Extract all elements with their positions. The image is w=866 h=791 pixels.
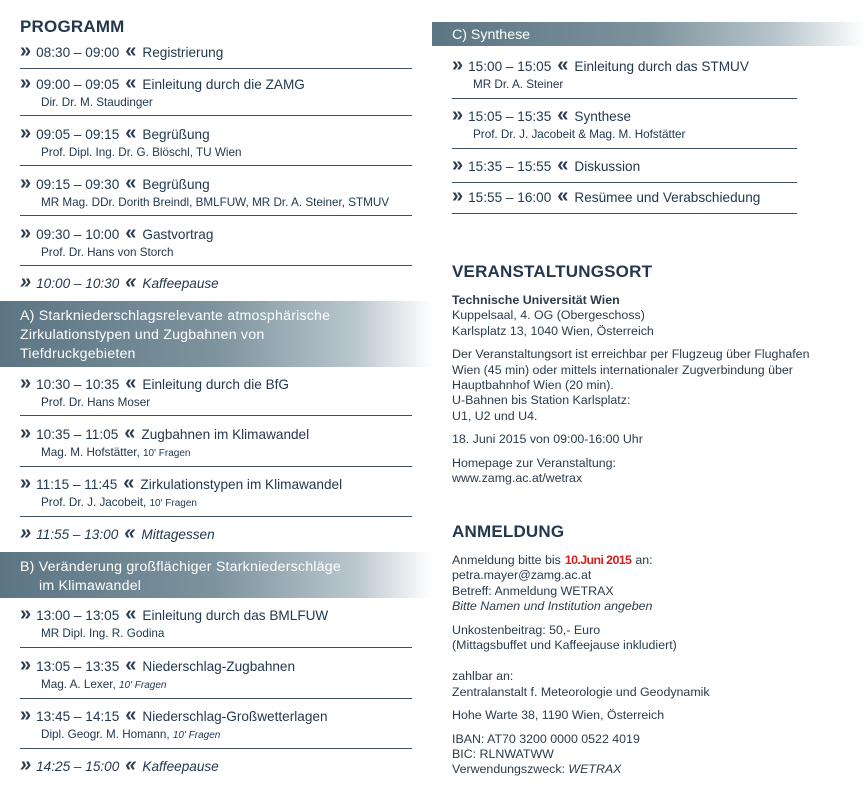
program-item	[20, 72, 412, 116]
item-time: 10:35 – 11:05	[36, 427, 119, 442]
item-time: 13:00 – 13:05	[36, 608, 120, 623]
registration-deadline: 10.Juni 2015	[564, 553, 632, 567]
item-title: Begrüßung	[142, 177, 210, 192]
item-title: Begrüßung	[142, 127, 210, 142]
program-item: » 13:45 – 14:15 « Niederschlag-Großwetterlagen Dipl. Geogr. M. Homann, 10' Fragen	[20, 708, 412, 749]
registration-subject-hint: Bitte Namen und Institution angeben	[452, 599, 653, 614]
item-time: 14:25 – 15:00	[36, 759, 120, 774]
open-quote-icon: »	[20, 754, 32, 776]
venue-access-line: U1, U2 und U4.	[452, 408, 538, 423]
program-item	[20, 172, 412, 216]
info-column	[432, 0, 866, 791]
program-item	[20, 372, 412, 416]
item-speaker: Dipl. Geogr. M. Homann	[41, 728, 167, 741]
registration-heading: ANMELDUNG	[452, 522, 565, 541]
open-quote-icon: »	[20, 271, 32, 293]
item-time: 09:15 – 09:30	[36, 177, 120, 192]
open-quote-icon: »	[20, 372, 32, 394]
item-note: 10' Fragen	[149, 498, 197, 509]
item-title: Registrierung	[142, 45, 224, 60]
close-quote-icon: «	[125, 72, 137, 94]
section-c-header: C) Synthese	[432, 22, 866, 46]
open-quote-icon: »	[452, 185, 464, 207]
close-quote-icon: «	[125, 40, 137, 62]
item-speaker: Dir. Dr. M. Staudinger	[41, 96, 153, 109]
item-note: 10' Fragen	[142, 448, 191, 459]
item-speaker: MR Mag. DDr. Dorith Breindl, BMLFUW, MR Dr. A. Steiner, STMUV	[41, 196, 390, 209]
open-quote-icon: »	[452, 104, 464, 126]
item-title: Einleitung durch das STMUV	[574, 59, 749, 74]
item-title: Gastvortrag	[142, 227, 214, 242]
payee-name: Zentralanstalt f. Meteorologie und Geodynamik	[452, 684, 710, 699]
item-time: 11:15 – 11:45	[36, 477, 118, 492]
item-speaker: Prof. Dr. J. Jacobeit & Mag. M. Hofstätter	[473, 128, 686, 141]
close-quote-icon: «	[125, 172, 137, 194]
program-item: » 10:35 – 11:05 « Zugbahnen im Klimawandel Mag. M. Hofstätter, 10' Fragen	[20, 426, 412, 467]
close-quote-icon: «	[124, 522, 136, 544]
section-b-title-line1: B) Veränderung großflächiger Starkniederschläge	[20, 559, 341, 575]
item-title: Zugbahnen im Klimawandel	[141, 427, 310, 442]
item-title: Einleitung durch die ZAMG	[142, 77, 305, 92]
item-title: Kaffeepause	[142, 759, 219, 774]
item-time: 13:45 – 14:15	[36, 709, 120, 724]
event-date: 18. Juni 2015 von 09:00-16:00 Uhr	[452, 432, 643, 447]
close-quote-icon: «	[557, 104, 569, 126]
item-title: Synthese	[574, 109, 632, 124]
item-speaker: Prof. Dipl. Ing. Dr. G. Blöschl, TU Wien	[41, 146, 242, 159]
item-time: 15:55 – 16:00	[468, 190, 552, 205]
homepage-url[interactable]: www.zamg.ac.at/wetrax	[452, 471, 583, 486]
close-quote-icon: «	[125, 122, 137, 144]
item-time: 13:05 – 13:35	[36, 659, 120, 674]
open-quote-icon: »	[452, 54, 464, 76]
item-title: Einleitung durch das BMLFUW	[142, 608, 329, 623]
item-title: Einleitung durch die BfG	[142, 377, 290, 392]
open-quote-icon: »	[20, 522, 32, 544]
venue-access-line: Hauptbahnhof Wien (20 min).	[452, 378, 614, 393]
program-item	[20, 222, 412, 266]
item-note: 10' Fragen	[172, 730, 221, 741]
item-title: Kaffeepause	[142, 276, 219, 291]
close-quote-icon: «	[557, 54, 569, 76]
bic: BIC: RLNWATWW	[452, 747, 554, 762]
item-speaker: Prof. Dr. J. Jacobeit	[41, 496, 143, 509]
venue-address: Karlsplatz 13, 1040 Wien, Österreich	[452, 323, 654, 338]
section-b-title-line2: im Klimawandel	[39, 578, 142, 594]
registration-fee-note: (Mittagsbuffet und Kaffeejause inkludiert)	[452, 638, 677, 653]
registration-fee: Unkostenbeitrag: 50,- Euro	[452, 622, 601, 637]
registration-request-suffix: an:	[635, 553, 653, 567]
iban: IBAN: AT70 3200 0000 0522 4019	[452, 731, 640, 746]
program-item	[452, 185, 797, 214]
item-speaker: Mag. A. Lexer	[41, 678, 113, 691]
item-speaker: Mag. M. Hofstätter	[41, 446, 137, 459]
item-title: Resümee und Verabschiedung	[574, 190, 761, 205]
item-time: 09:30 – 10:00	[36, 227, 120, 242]
payee-address: Hohe Warte 38, 1190 Wien, Österreich	[452, 708, 665, 723]
item-time: 08:30 – 09:00	[36, 45, 120, 60]
open-quote-icon: »	[20, 172, 32, 194]
close-quote-icon: «	[125, 222, 137, 244]
item-speaker: MR Dr. A. Steiner	[473, 78, 564, 91]
program-item: » 11:15 – 11:45 « Zirkulationstypen im Klimawandel Prof. Dr. J. Jacobeit, 10' Fragen	[20, 476, 412, 517]
item-time: 11:55 – 13:00	[36, 527, 119, 542]
venue-info	[452, 293, 809, 486]
open-quote-icon: »	[20, 654, 32, 676]
venue-access-line: U-Bahnen bis Station Karlsplatz:	[452, 393, 631, 408]
open-quote-icon: »	[20, 422, 32, 444]
item-title: Zirkulationstypen im Klimawandel	[140, 477, 343, 492]
payable-label: zahlbar an:	[452, 669, 514, 684]
close-quote-icon: «	[125, 372, 137, 394]
close-quote-icon: «	[557, 185, 569, 207]
close-quote-icon: «	[123, 472, 135, 494]
item-title: Mittagessen	[141, 527, 215, 542]
program-item	[20, 603, 412, 648]
program-item	[452, 154, 797, 183]
venue-room: Kuppelsaal, 4. OG (Obergeschoss)	[452, 308, 645, 323]
program-item-break	[20, 754, 412, 780]
venue-access-line: Der Veranstaltungsort ist erreichbar per Flugzeug über Flughafen	[452, 347, 810, 362]
open-quote-icon: »	[20, 704, 32, 726]
venue-name: Technische Universität Wien	[452, 293, 620, 307]
close-quote-icon: «	[125, 271, 137, 293]
open-quote-icon: »	[20, 72, 32, 94]
item-speaker: MR Dipl. Ing. R. Godina	[41, 627, 165, 640]
item-speaker: Prof. Dr. Hans Moser	[41, 396, 151, 409]
item-time: 15:35 – 15:55	[468, 159, 552, 174]
item-title: Niederschlag-Zugbahnen	[142, 659, 296, 674]
program-item: » 13:05 – 13:35 « Niederschlag-Zugbahnen Mag. A. Lexer, 10' Fragen	[20, 658, 412, 699]
section-a-header	[0, 301, 432, 367]
program-column	[0, 0, 432, 791]
item-time: 15:00 – 15:05	[468, 59, 552, 74]
item-title: Diskussion	[574, 159, 641, 174]
item-time: 15:05 – 15:35	[468, 109, 552, 124]
open-quote-icon: »	[20, 222, 32, 244]
program-item	[20, 122, 412, 166]
registration-info	[452, 553, 710, 778]
program-item	[20, 40, 412, 69]
program-heading: PROGRAMM	[20, 17, 125, 36]
program-item	[452, 54, 797, 99]
open-quote-icon: »	[452, 154, 464, 176]
close-quote-icon: «	[125, 603, 137, 625]
section-a-title-line1: A) Starkniederschlagsrelevante atmosphärische	[20, 308, 331, 324]
close-quote-icon: «	[124, 422, 136, 444]
registration-subject: Betreff: Anmeldung WETRAX	[452, 583, 614, 598]
section-a-title-line2: Zirkulationstypen und Zugbahnen von	[20, 327, 265, 343]
open-quote-icon: »	[20, 122, 32, 144]
section-a-title-line3: Tiefdruckgebieten	[20, 346, 136, 362]
item-speaker: Prof. Dr. Hans von Storch	[41, 246, 174, 259]
program-item-break	[20, 522, 412, 548]
program-item	[452, 104, 797, 149]
homepage-label: Homepage zur Veranstaltung:	[452, 455, 616, 470]
open-quote-icon: »	[20, 603, 32, 625]
registration-email[interactable]: petra.mayer@zamg.ac.at	[452, 568, 592, 583]
item-note: 10' Fragen	[118, 680, 167, 691]
program-item-break	[20, 271, 412, 297]
registration-request: Anmeldung bitte bis	[452, 553, 561, 567]
section-b-header	[0, 552, 432, 598]
open-quote-icon: »	[20, 472, 32, 494]
item-time: 09:00 – 09:05	[36, 77, 120, 92]
close-quote-icon: «	[125, 654, 137, 676]
venue-access-line: Wien (45 min) oder mittels internationaler Zugverbindung über	[452, 362, 793, 377]
item-time: 10:00 – 10:30	[36, 276, 120, 291]
item-time: 10:30 – 10:35	[36, 377, 120, 392]
close-quote-icon: «	[557, 154, 569, 176]
purpose-label: Verwendungszweck:	[452, 762, 565, 777]
close-quote-icon: «	[125, 754, 137, 776]
item-time: 09:05 – 09:15	[36, 127, 120, 142]
purpose-value: WETRAX	[568, 762, 622, 777]
open-quote-icon: »	[20, 40, 32, 62]
close-quote-icon: «	[125, 704, 137, 726]
item-title: Niederschlag-Großwetterlagen	[142, 709, 328, 724]
venue-heading: VERANSTALTUNGSORT	[452, 262, 653, 281]
